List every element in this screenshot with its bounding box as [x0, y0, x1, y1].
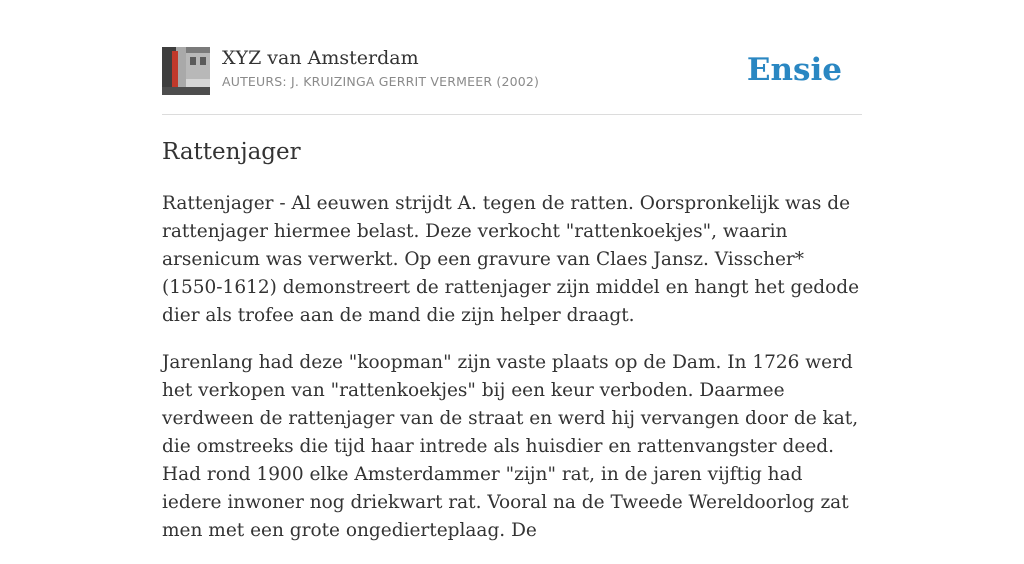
ensie-logo[interactable]: Ensie [746, 52, 842, 88]
source-title[interactable]: XYZ van Amsterdam [222, 47, 419, 69]
source-avatar[interactable] [162, 47, 210, 95]
source-authors: AUTEURS: J. KRUIZINGA GERRIT VERMEER (2002) [222, 74, 540, 89]
article-body [162, 190, 862, 564]
article-paragraph: Rattenjager - Al eeuwen strijdt A. tegen de ratten. Oorspronkelijk was de rattenjager hiermee belast. Deze verkocht "rattenkoekjes", waarin arsenicum was verwerkt. Op een gravure van Claes Jansz. Visscher* (1550-1612) demonstreert de rattenjager zijn middel en hangt het gedode dier als trofee aan de mand die zijn helper draagt. [162, 193, 860, 326]
article-paragraph: Jarenlang had deze "koopman" zijn vaste plaats op de Dam. In 1726 werd het verkopen van "rattenkoekjes" bij een keur verboden. Daarmee verdween de rattenjager van de straat en werd hij vervangen door de kat, die omstreeks die tijd haar intrede als huisdier en rattenvangster deed. Had rond 1900 elke Amsterdammer "zijn" rat, in de jaren vijftig had iedere inwoner nog driekwart rat. Vooral na de Tweede Wereldoorlog zat men met een grote ongedierteplaag. De [162, 352, 859, 541]
book-cover-image [162, 47, 210, 95]
source-header [162, 46, 862, 115]
article-title: Rattenjager [162, 139, 301, 165]
